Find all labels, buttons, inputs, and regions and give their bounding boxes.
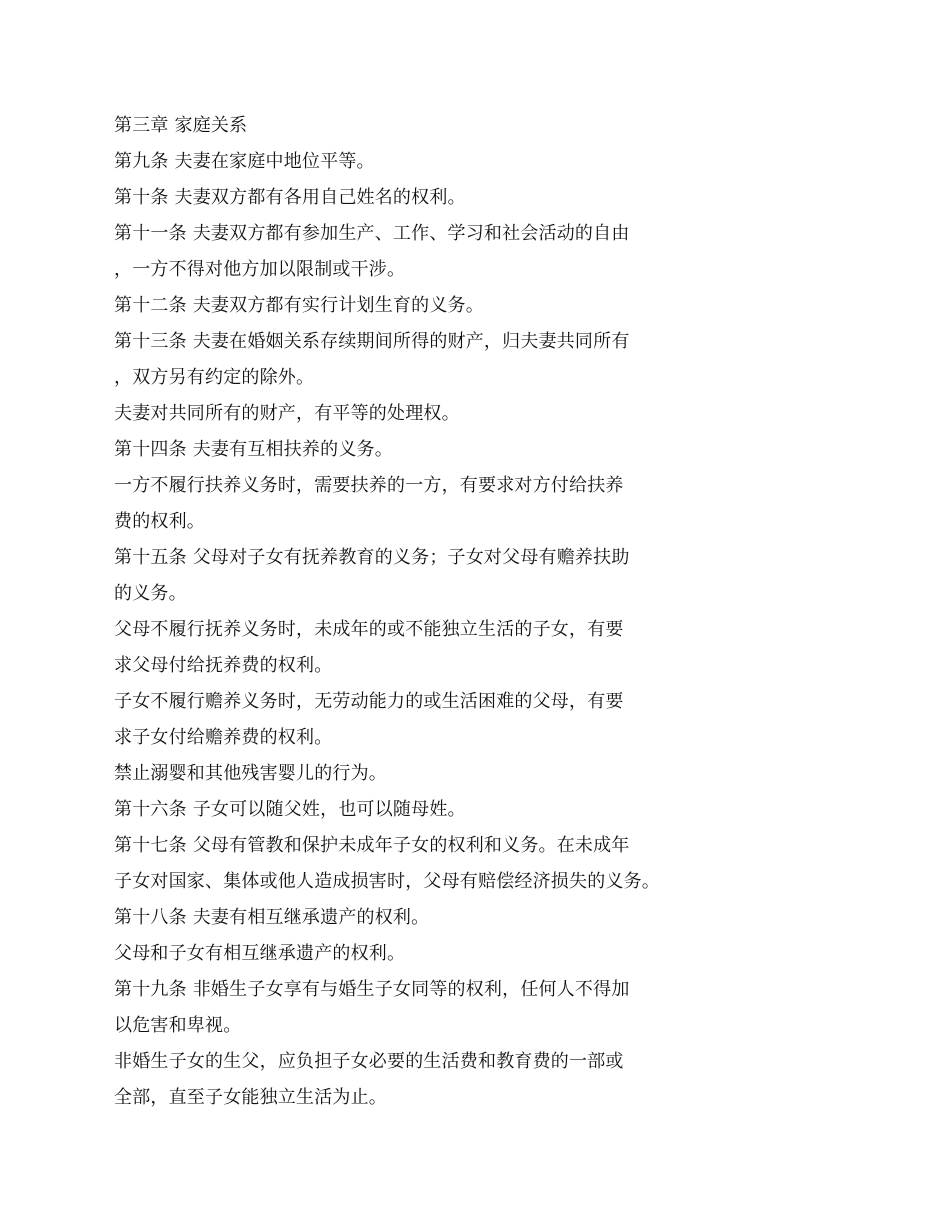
text-line: 第十九条 非婚生子女享有与婚生子女同等的权利，任何人不得加 [114,979,630,1000]
text-line: 非婚生子女的生父，应负担子女必要的生活费和教育费的一部或 [114,1051,624,1072]
text-line: 的义务。 [114,583,187,604]
text-line: 求父母付给抚养费的权利。 [114,655,333,676]
text-line: 父母和子女有相互继承遗产的权利。 [114,943,406,964]
text-line: 第十七条 父母有管教和保护未成年子女的权利和义务。在未成年 [114,835,630,856]
chapter-title: 第三章 家庭关系 [114,115,248,136]
text-line: 禁止溺婴和其他残害婴儿的行为。 [114,763,387,784]
text-line: 求子女付给赡养费的权利。 [114,727,333,748]
text-line: 全部，直至子女能独立生活为止。 [114,1087,387,1108]
text-line: 以危害和卑视。 [114,1015,242,1036]
text-line: 父母不履行抚养义务时，未成年的或不能独立生活的子女，有要 [114,619,624,640]
text-line: 第十二条 夫妻双方都有实行计划生育的义务。 [114,295,484,316]
text-line: 第十四条 夫妻有互相扶养的义务。 [114,439,393,460]
text-line: 第十五条 父母对子女有抚养教育的义务；子女对父母有赡养扶助 [114,547,630,568]
text-line: 子女不履行赡养义务时，无劳动能力的或生活困难的父母，有要 [114,691,624,712]
text-line: 第十一条 夫妻双方都有参加生产、工作、学习和社会活动的自由 [114,223,630,244]
text-line: 第九条 夫妻在家庭中地位平等。 [114,151,375,172]
text-line: 一方不履行扶养义务时，需要扶养的一方，有要求对方付给扶养 [114,475,624,496]
text-line: 第十六条 子女可以随父姓，也可以随母姓。 [114,799,466,820]
text-line: 夫妻对共同所有的财产，有平等的处理权。 [114,403,460,424]
text-line: 第十三条 夫妻在婚姻关系存续期间所得的财产，归夫妻共同所有 [114,331,630,352]
text-line: 子女对国家、集体或他人造成损害时，父母有赔偿经济损失的义务。 [114,871,660,892]
text-line: 第十八条 夫妻有相互继承遗产的权利。 [114,907,430,928]
document-body [114,108,904,1116]
text-line: ，双方另有约定的除外。 [114,367,315,388]
text-line: 费的权利。 [114,511,205,532]
text-line: ，一方不得对他方加以限制或干涉。 [114,259,406,280]
text-line: 第十条 夫妻双方都有各用自己姓名的权利。 [114,187,466,208]
